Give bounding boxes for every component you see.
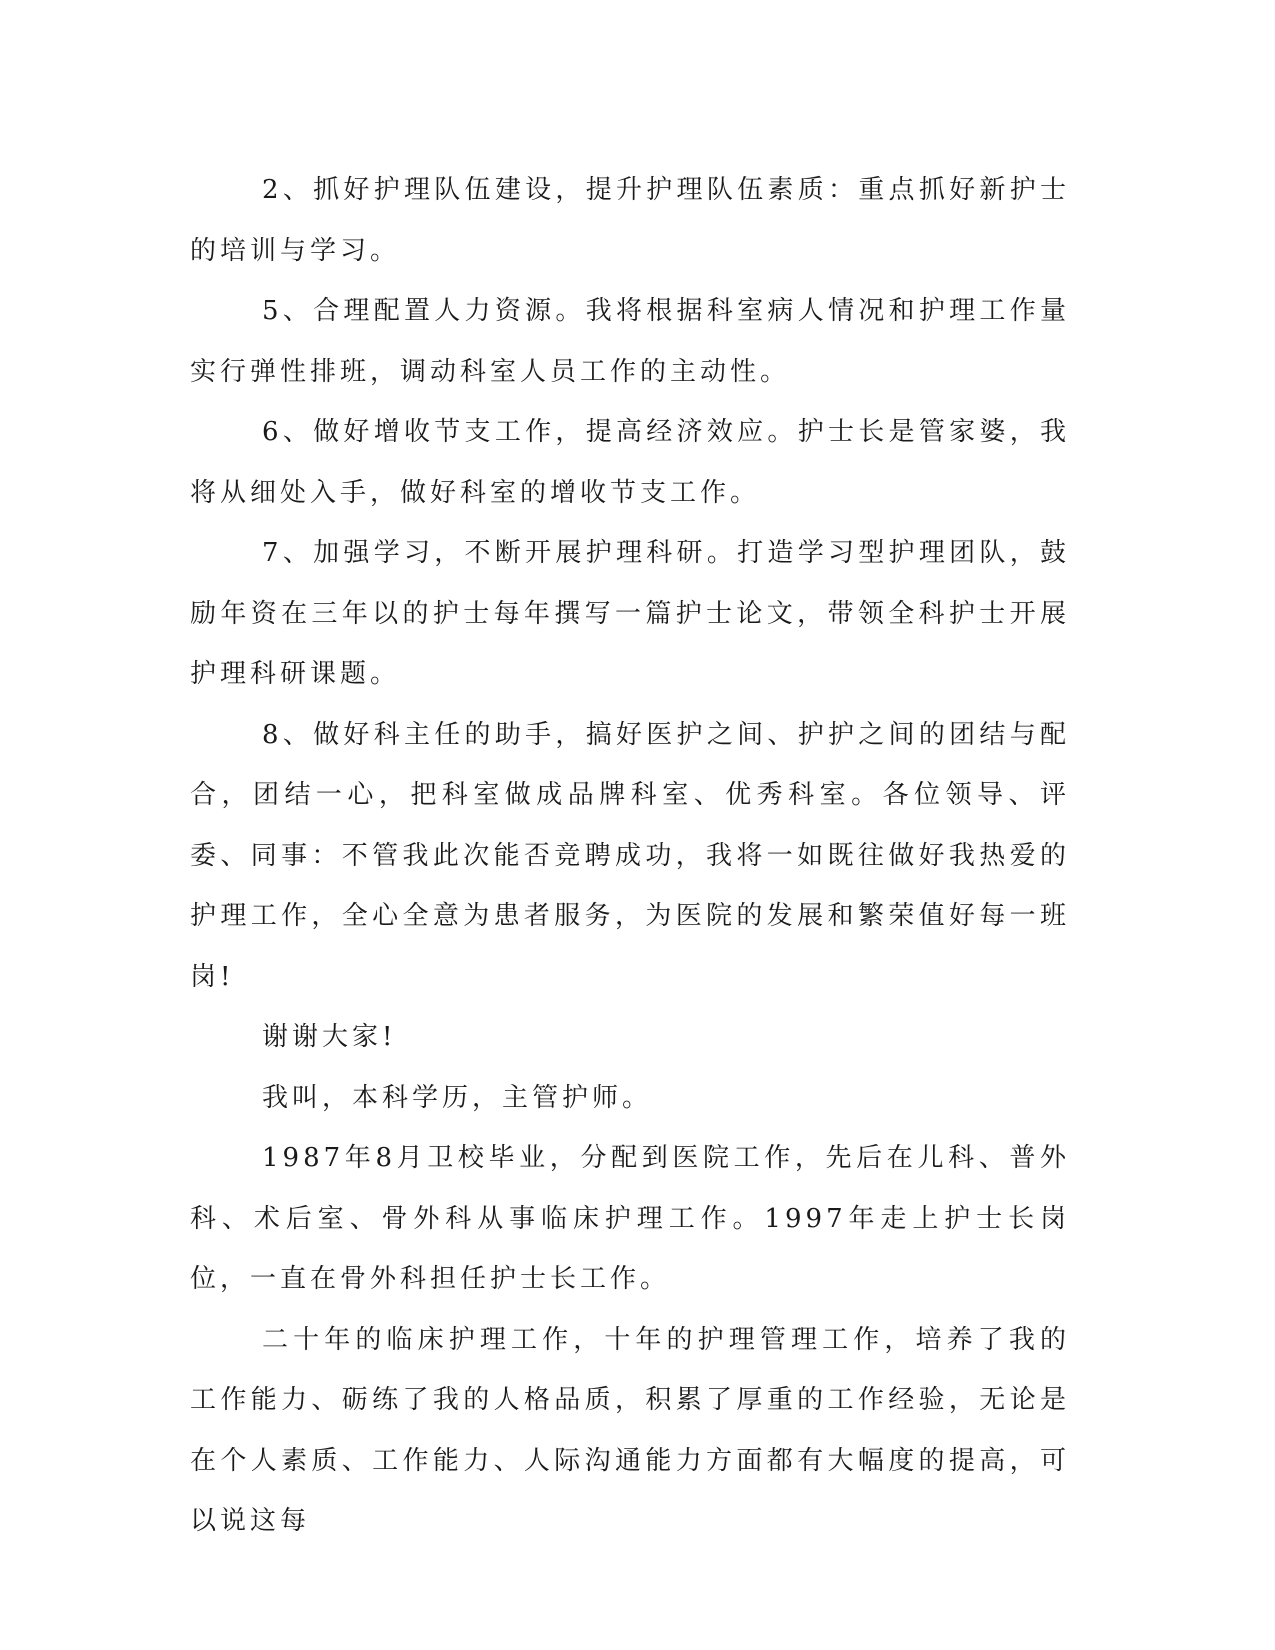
paragraph-thanks: 谢谢大家! xyxy=(262,1022,397,1052)
paragraph-work-history: 1987年8月卫校毕业，分配到医院工作，先后在儿科、普外科、术后室、骨外科从事临床护理工作。1997年走上护士长岗位，一直在骨外科担任护士长工作。 xyxy=(190,1143,1070,1294)
paragraph-experience: 二十年的临床护理工作，十年的护理管理工作，培养了我的工作能力、砺练了我的人格品质，积累了厚重的工作经验，无论是在个人素质、工作能力、人际沟通能力方面都有大幅度的提高，可以说这每 xyxy=(190,1324,1070,1536)
paragraph-item-8: 8、做好科主任的助手，搞好医护之间、护护之间的团结与配合，团结一心，把科室做成品牌科室、优秀科室。各位领导、评委、同事：不管我此次能否竞聘成功，我将一如既往做好我热爱的护理工作，全心全意为患者服务，为医院的发展和繁荣值好每一班岗! xyxy=(190,719,1070,992)
paragraph-item-7: 7、加强学习，不断开展护理科研。打造学习型护理团队，鼓励年资在三年以的护士每年撰写一篇护士论文，带领全科护士开展护理科研课题。 xyxy=(190,538,1070,689)
document-body xyxy=(190,160,1070,1552)
paragraph-item-5: 5、合理配置人力资源。我将根据科室病人情况和护理工作量实行弹性排班，调动科室人员工作的主动性。 xyxy=(190,296,1070,387)
paragraph-item-2: 2、抓好护理队伍建设，提升护理队伍素质：重点抓好新护士的培训与学习。 xyxy=(190,175,1070,266)
paragraph-self-intro: 我叫，本科学历，主管护师。 xyxy=(262,1082,653,1113)
paragraph-item-6: 6、做好增收节支工作，提高经济效应。护士长是管家婆，我将从细处入手，做好科室的增收节支工作。 xyxy=(190,417,1070,508)
